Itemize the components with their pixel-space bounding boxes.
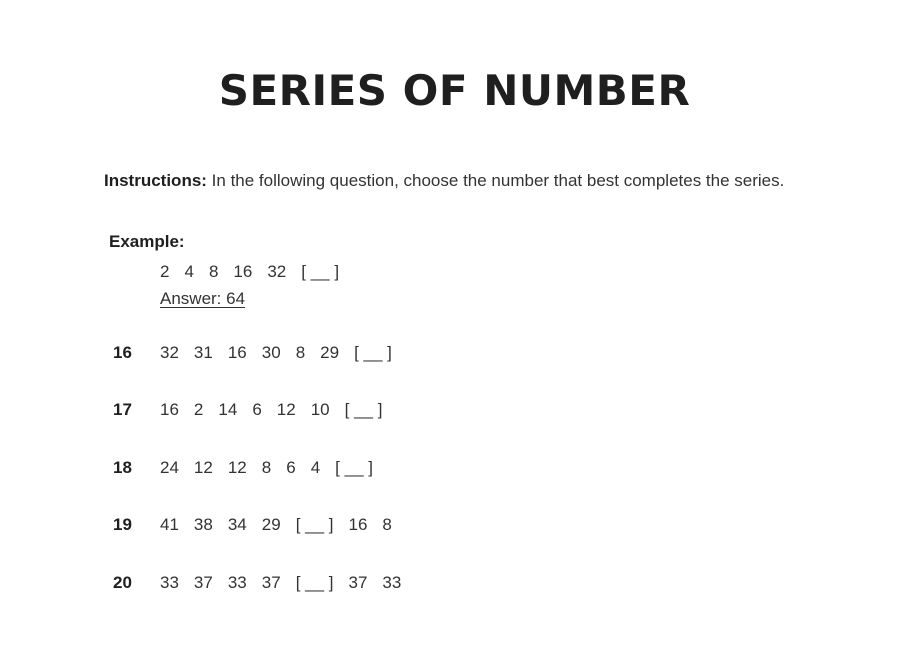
question-number: 18 [113, 458, 132, 477]
series-term: 33 [160, 573, 179, 592]
series-term: 12 [193, 458, 213, 477]
series-term: 4 [184, 262, 194, 281]
instructions [104, 171, 784, 191]
series-term: 6 [286, 458, 296, 477]
series-term: 16 [160, 400, 179, 419]
example-series [160, 262, 339, 282]
example-label: Example: [109, 232, 185, 251]
question-series [160, 343, 392, 363]
series-term: 8 [261, 458, 272, 477]
blank-term: [ __ ] [335, 458, 373, 477]
series-term: 14 [218, 400, 238, 419]
series-term: 16 [227, 343, 247, 362]
question-17 [113, 400, 382, 420]
question-16 [113, 343, 392, 363]
question-series [160, 573, 401, 593]
series-term: 8 [295, 343, 306, 362]
series-term: 8 [208, 262, 219, 281]
question-series [160, 458, 373, 478]
instructions-label: Instructions: [104, 171, 207, 190]
series-term: 6 [252, 400, 262, 419]
question-19 [113, 515, 392, 535]
series-term: 37 [348, 573, 368, 592]
series-term: 2 [160, 262, 170, 281]
series-term: 33 [382, 573, 402, 592]
series-term: 32 [267, 262, 287, 281]
blank-term: [ __ ] [344, 400, 383, 419]
question-20 [113, 573, 401, 593]
series-term: 4 [310, 458, 321, 477]
series-term: 30 [261, 343, 281, 362]
series-term: 8 [382, 515, 392, 534]
series-term: 16 [348, 515, 368, 534]
question-18 [113, 458, 373, 478]
series-term: 29 [320, 343, 340, 362]
question-number: 20 [113, 573, 132, 592]
series-term: 41 [160, 515, 179, 534]
blank-term: [ __ ] [301, 262, 340, 281]
question-number: 17 [113, 400, 132, 419]
series-term: 37 [261, 573, 281, 592]
series-term: 12 [227, 458, 247, 477]
page-title: SERIES OF NUMBER [218, 66, 691, 115]
series-term: 37 [193, 573, 213, 592]
blank-term: [ __ ] [295, 515, 334, 534]
question-series [160, 400, 382, 420]
question-number: 19 [113, 515, 132, 534]
series-term: 29 [261, 515, 281, 534]
series-term: 16 [233, 262, 253, 281]
instructions-text: In the following question, choose the number that best completes the series. [206, 171, 785, 190]
series-term: 12 [276, 400, 296, 419]
question-series [160, 515, 392, 535]
blank-term: [ __ ] [295, 573, 334, 592]
blank-term: [ __ ] [354, 343, 392, 362]
series-term: 33 [227, 573, 247, 592]
series-term: 2 [193, 400, 204, 419]
question-number: 16 [113, 343, 132, 362]
series-term: 10 [310, 400, 330, 419]
series-term: 31 [193, 343, 213, 362]
series-term: 34 [227, 515, 247, 534]
series-term: 32 [160, 343, 179, 362]
series-term: 38 [193, 515, 213, 534]
series-term: 24 [160, 458, 179, 477]
example-answer: Answer: 64 [160, 289, 246, 308]
